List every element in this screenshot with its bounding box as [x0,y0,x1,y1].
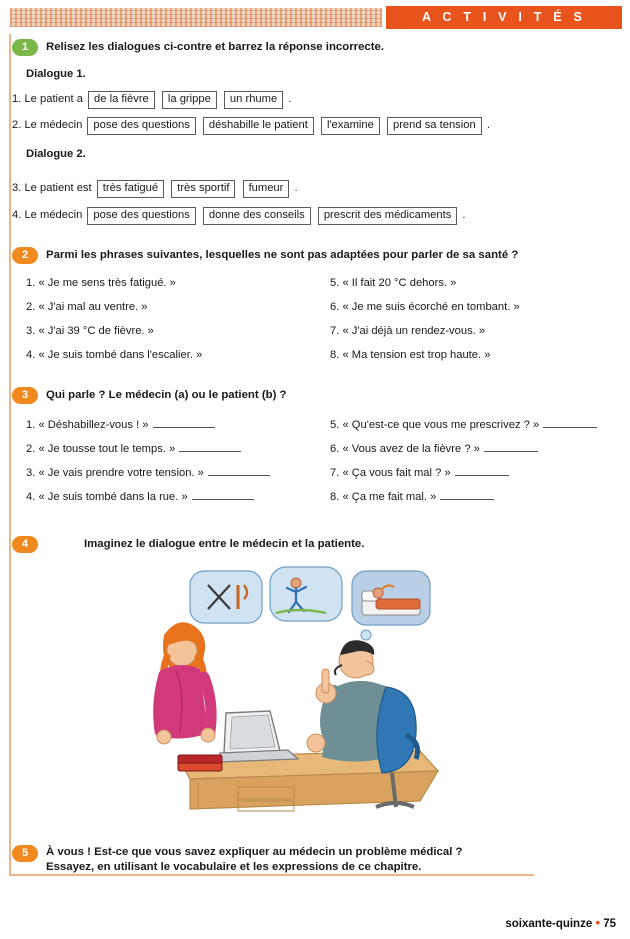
exercise-number-4: 4 [12,536,38,553]
option-chip[interactable]: un rhume [224,91,283,109]
item-end-punctuation: . [462,209,466,221]
item-stem: Le médecin [24,119,83,131]
exercise-2-right-item: 8. « Ma tension est trop haute. » [330,349,491,361]
answer-blank[interactable] [543,417,597,428]
illustration-svg [120,565,520,815]
option-chip[interactable]: prescrit des médicaments [318,207,457,225]
exercise-2-left-item: 4. « Je suis tombé dans l'escalier. » [26,349,203,361]
answer-blank[interactable] [153,417,215,428]
option-chip[interactable]: prend sa tension [387,117,482,135]
option-chip[interactable]: l'examine [321,117,380,135]
exercise-3-left-item [26,417,215,431]
books [178,755,222,771]
quote-text: 2. « Je tousse tout le temps. » [26,443,176,455]
exercise-2-right-item: 7. « J'ai déjà un rendez-vous. » [330,325,486,337]
quote-text: 7. « Ça vous fait mal ? » [330,467,451,479]
option-chip[interactable]: déshabille le patient [203,117,314,135]
item-stem: Le médecin [24,209,83,221]
exercise-5-line-1: À vous ! Est-ce que vous savez expliquer au médecin un problème médical ? [46,846,463,858]
exercise-2-left-item: 2. « J'ai mal au ventre. » [26,301,148,313]
answer-blank[interactable] [455,465,509,476]
exercise-3-left-item [26,489,254,503]
item-index: 1. [12,93,22,105]
answer-blank[interactable] [179,441,241,452]
exercise-3-left-item [26,465,270,479]
item-end-punctuation: . [294,182,298,194]
option-chip[interactable]: pose des questions [87,207,195,225]
exercise-number-3: 3 [12,387,38,404]
exercise-1-item-1 [12,91,291,109]
answer-blank[interactable] [484,441,538,452]
option-chip[interactable]: très sportif [171,180,235,198]
exercise-5-instruction [46,845,516,875]
quote-text: 1. « Déshabillez-vous ! » [26,419,149,431]
thought-bubble-group [190,567,430,650]
item-stem: Le patient est [24,182,92,194]
answer-blank[interactable] [192,489,254,500]
exercise-1-item-4 [12,207,466,225]
quote-text: 5. « Qu'est-ce que vous me prescrivez ? » [330,419,540,431]
exercise-1-item-2 [12,117,490,135]
pointing-hand [316,669,336,703]
item-end-punctuation: . [288,93,292,105]
quote-text: 4. « Je suis tombé dans la rue. » [26,491,188,503]
option-chip[interactable]: fumeur [243,180,290,198]
exercise-number-2: 2 [12,247,38,264]
illustration-doctor-patient [120,565,520,815]
exercise-3-right-item [330,441,538,455]
answer-blank[interactable] [208,465,270,476]
quote-text: 6. « Vous avez de la fièvre ? » [330,443,480,455]
item-stem: Le patient a [24,93,83,105]
exercise-2-instruction: Parmi les phrases suivantes, lesquelles ne sont pas adaptées pour parler de sa santé ? [46,249,519,261]
exercise-3-right-item [330,417,597,431]
laptop [218,711,298,762]
exercise-number-1: 1 [12,39,38,56]
patient-figure [156,622,215,744]
exercise-1-instruction: Relisez les dialogues ci-contre et barrez la réponse incorrecte. [46,41,385,53]
option-chip[interactable]: donne des conseils [203,207,311,225]
exercise-2-right-item: 6. « Je me suis écorché en tombant. » [330,301,520,313]
exercise-2-left-item: 3. « J'ai 39 °C de fièvre. » [26,325,154,337]
option-chip[interactable]: la grippe [162,91,217,109]
item-end-punctuation: . [486,119,490,131]
footer-separator: • [595,915,600,930]
exercise-3-left-item [26,441,241,455]
footer-page-number: 75 [603,918,616,930]
item-index: 3. [12,182,22,194]
exercise-4-instruction: Imaginez le dialogue entre le médecin et la patiente. [84,538,365,550]
exercise-2-right-item: 5. « Il fait 20 °C dehors. » [330,277,457,289]
exercise-1-item-3 [12,180,298,198]
header-texture [10,8,382,27]
dialogue-2-label: Dialogue 2. [26,148,86,160]
footer [505,915,616,930]
page-title: A C T I V I T É S [386,6,622,29]
option-chip[interactable]: pose des questions [87,117,195,135]
left-decorative-rule [9,34,11,876]
exercise-5-line-2: Essayez, en utilisant le vocabulaire et les expressions de ce chapitre. [46,861,422,873]
exercise-3-instruction: Qui parle ? Le médecin (a) ou le patient (b) ? [46,389,287,401]
answer-blank[interactable] [440,489,494,500]
option-chip[interactable]: très fatigué [97,180,164,198]
option-chip[interactable]: de la fièvre [88,91,155,109]
item-index: 2. [12,119,22,131]
exercise-3-right-item [330,489,494,503]
quote-text: 3. « Je vais prendre votre tension. » [26,467,204,479]
footer-page-word: soixante-quinze [505,918,593,930]
exercise-number-5: 5 [12,845,38,862]
quote-text: 8. « Ça me fait mal. » [330,491,437,503]
exercise-3-right-item [330,465,509,479]
exercise-2-left-item: 1. « Je me sens très fatigué. » [26,277,176,289]
dialogue-1-label: Dialogue 1. [26,68,86,80]
item-index: 4. [12,209,22,221]
header-band [10,6,622,30]
